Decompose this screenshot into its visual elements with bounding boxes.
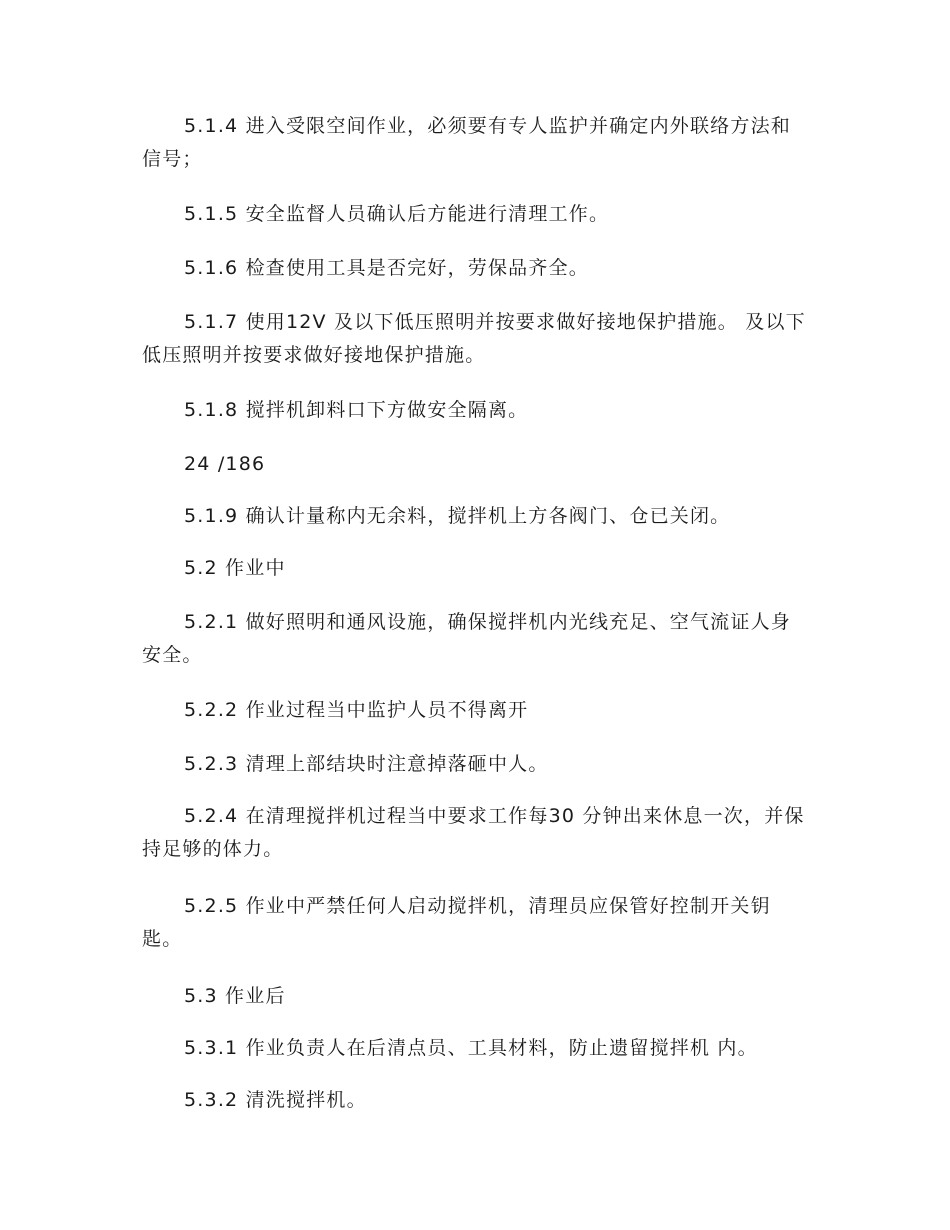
paragraph-5-1-5: 5.1.5 安全监督人员确认后方能进行清理工作。 — [184, 203, 610, 225]
section-heading-5-2: 5.2 作业中 — [184, 557, 286, 579]
paragraph-5-1-4: 5.1.4 进入受限空间作业，必须要有专人监护并确定内外联络方法和信号； — [142, 115, 791, 170]
paragraph-5-1-7: 5.1.7 使用12V 及以下低压照明并按要求做好接地保护措施。 及以下低压照明并按要求做好接地保护措施。 — [142, 311, 806, 366]
page-number: 24 /186 — [184, 453, 266, 475]
section-heading-5-3: 5.3 作业后 — [184, 985, 286, 1007]
paragraph-5-1-9: 5.1.9 确认计量称内无余料，搅拌机上方各阀门、仓已关闭。 — [184, 505, 731, 527]
paragraph-5-2-4: 5.2.4 在清理搅拌机过程当中要求工作每30 分钟出来休息一次，并保持足够的体力。 — [142, 805, 805, 860]
paragraph-5-1-6: 5.1.6 检查使用工具是否完好，劳保品齐全。 — [184, 257, 589, 279]
paragraph-5-1-8: 5.1.8 搅拌机卸料口下方做安全隔离。 — [184, 399, 529, 421]
paragraph-5-2-1: 5.2.1 做好照明和通风设施，确保搅拌机内光线充足、空气流证人身安全。 — [142, 611, 791, 666]
paragraph-5-2-5: 5.2.5 作业中严禁任何人启动搅拌机，清理员应保管好控制开关钥匙。 — [142, 895, 771, 950]
paragraph-5-2-2: 5.2.2 作业过程当中监护人员不得离开 — [184, 699, 529, 721]
paragraph-5-3-2: 5.3.2 清洗搅拌机。 — [184, 1089, 367, 1111]
paragraph-5-2-3: 5.2.3 清理上部结块时注意掉落砸中人。 — [184, 753, 549, 775]
paragraph-5-3-1: 5.3.1 作业负责人在后清点员、工具材料，防止遗留搅拌机 内。 — [184, 1037, 758, 1059]
